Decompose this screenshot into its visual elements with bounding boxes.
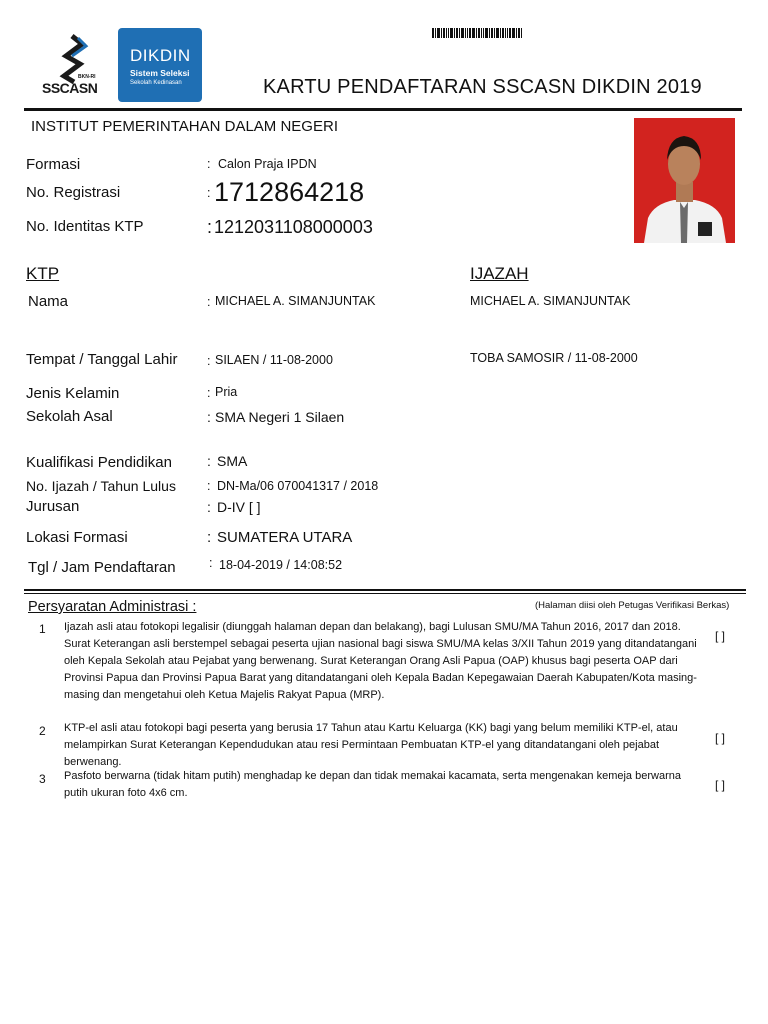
jurusan-label: Jurusan bbox=[26, 498, 80, 515]
formasi-label: Formasi bbox=[26, 156, 81, 173]
jurusan-value: D-IV [ ] bbox=[217, 499, 261, 515]
requirement-text: Ijazah asli atau fotokopi legalisir (diunggah halaman depan dan belakang), bagi Lulusan SMU/MA Tahun 2016, 2017 dan 2018. Surat Keterangan asli berstempel sebagai peserta ujian nasional bagi siswa SMU/MA kelas 3/XII Tahun 2019 yang ditandatangani oleh Kepala Sekolah atau Pejabat yang berwenang. Surat Keterangan Orang Asli Papua (OAP) khusus bagi peserta OAP dari Provinsi Papua dan Provinsi Papua Barat yang ditandatangani oleh Kepala Badan Kepegawaian Daerah Kabupaten/Kota masing-masing dan mengetahui oleh Ketua Majelis Rakyat Papua (MRP). bbox=[64, 621, 697, 701]
requirements-title: Persyaratan Administrasi : bbox=[28, 599, 197, 615]
section-divider-top bbox=[24, 589, 746, 591]
applicant-photo bbox=[634, 118, 735, 243]
ktp-value: 1212031108000003 bbox=[214, 217, 373, 237]
jk-value: Pria bbox=[215, 385, 238, 399]
kualifikasi-label: Kualifikasi Pendidikan bbox=[26, 454, 172, 471]
sekolah-value: SMA Negeri 1 Silaen bbox=[215, 409, 345, 425]
registrasi-value: 1712864218 bbox=[214, 177, 365, 207]
page-title: KARTU PENDAFTARAN SSCASN DIKDIN 2019 bbox=[263, 76, 702, 98]
dikdin-logo bbox=[118, 28, 202, 102]
registrasi-colon: : bbox=[207, 186, 211, 200]
ttl-label: Tempat / Tanggal Lahir bbox=[26, 351, 178, 368]
formasi-value: Calon Praja IPDN bbox=[218, 157, 317, 171]
section-divider-bottom bbox=[24, 593, 746, 594]
nama-colon: : bbox=[207, 295, 211, 309]
requirement-text: Pasfoto berwarna (tidak hitam putih) menghadap ke depan dan tidak memakai kacamata, serta mengenakan kemeja berwarna putih ukuran foto 4x6 cm. bbox=[64, 770, 681, 799]
ttl-ktp-value: SILAEN / 11-08-2000 bbox=[215, 353, 333, 367]
header-divider bbox=[24, 108, 742, 111]
requirement-text: KTP-el asli atau fotokopi bagi peserta yang berusia 17 Tahun atau Kartu Keluarga (KK) bagi yang belum memiliki KTP-el, atau melampirkan Surat Keterangan Kependudukan atau resi Permintaan Pembuatan KTP-el yang ditandatangani oleh pejabat berwenang. bbox=[64, 722, 678, 768]
kualifikasi-colon: : bbox=[207, 453, 211, 469]
jk-label: Jenis Kelamin bbox=[26, 385, 120, 402]
barcode bbox=[432, 28, 542, 38]
ktp-label: No. Identitas KTP bbox=[26, 218, 144, 235]
dikdin-sub2: Sekolah Kedinasan bbox=[130, 80, 182, 86]
sekolah-label: Sekolah Asal bbox=[26, 408, 113, 425]
sscasn-logo bbox=[42, 34, 112, 96]
ktp-column-header: KTP bbox=[26, 264, 60, 283]
institution-name: INSTITUT PEMERINTAHAN DALAM NEGERI bbox=[31, 118, 338, 135]
jurusan-colon: : bbox=[207, 499, 211, 515]
nama-ijazah-value: MICHAEL A. SIMANJUNTAK bbox=[470, 294, 631, 308]
ijazah-label: No. Ijazah / Tahun Lulus bbox=[26, 478, 176, 494]
jk-colon: : bbox=[207, 386, 211, 400]
nama-label: Nama bbox=[28, 293, 69, 310]
lokasi-value: SUMATERA UTARA bbox=[217, 529, 353, 546]
requirement-checkbox[interactable]: [ ] bbox=[715, 778, 726, 792]
tgl-label: Tgl / Jam Pendaftaran bbox=[28, 559, 176, 576]
lokasi-colon: : bbox=[207, 529, 212, 546]
requirement-number: 2 bbox=[39, 724, 46, 738]
requirement-checkbox[interactable]: [ ] bbox=[715, 629, 726, 643]
formasi-colon: : bbox=[207, 157, 211, 171]
ttl-colon: : bbox=[207, 354, 211, 368]
dikdin-sub1: Sistem Seleksi bbox=[130, 68, 190, 78]
ijazah-colon: : bbox=[207, 479, 211, 493]
sekolah-colon: : bbox=[207, 409, 211, 425]
nama-ktp-value: MICHAEL A. SIMANJUNTAK bbox=[215, 294, 376, 308]
kualifikasi-value: SMA bbox=[217, 453, 248, 469]
ttl-ijazah-value: TOBA SAMOSIR / 11-08-2000 bbox=[470, 351, 638, 365]
lokasi-label: Lokasi Formasi bbox=[26, 529, 128, 546]
ijazah-value: DN-Ma/06 070041317 / 2018 bbox=[217, 479, 379, 493]
ijazah-column-header: IJAZAH bbox=[470, 264, 529, 283]
requirement-number: 1 bbox=[39, 622, 46, 636]
tgl-colon: : bbox=[209, 556, 213, 570]
registrasi-label: No. Registrasi bbox=[26, 184, 121, 201]
tgl-value: 18-04-2019 / 14:08:52 bbox=[219, 558, 343, 572]
bkn-text: BKN-RI bbox=[78, 74, 96, 80]
sscasn-text: SSCASN bbox=[42, 80, 98, 96]
dikdin-title: DIKDIN bbox=[130, 46, 191, 65]
requirements-note: (Halaman diisi oleh Petugas Verifikasi Berkas) bbox=[535, 600, 730, 611]
requirement-number: 3 bbox=[39, 772, 46, 786]
ktp-colon: : bbox=[207, 217, 213, 237]
requirement-checkbox[interactable]: [ ] bbox=[715, 731, 726, 745]
